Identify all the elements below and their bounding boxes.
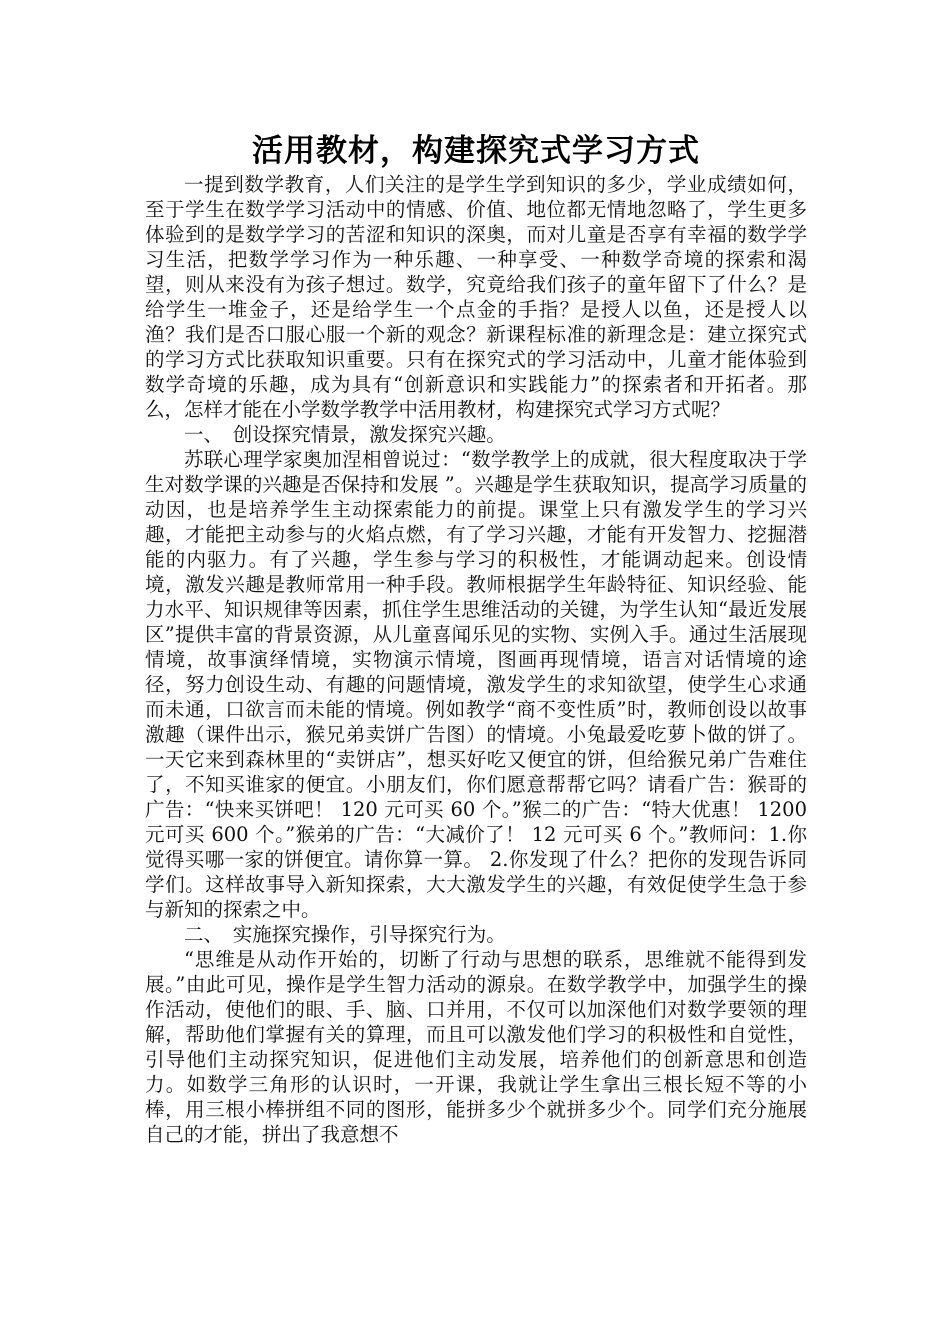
document-title: 活用教材，构建探究式学习方式 [252,133,700,169]
section-2-paragraph: “思维是从动作开始的，切断了行动与思想的联系，思维就不能得到发展。”由此可见，操作是学生智力活动的源泉。在数学教学中，加强学生的操作活动，使他们的眼、手、脑、口并用，不仅可以加深他们对数学要领的理解，帮助他们掌握有关的算理，而且可以激发他们学习的积极性和自觉性，引导他们主动探究知识，促进他们主动发展，培养他们的创新意思和创造力。如数学三角形的认识时，一开课，我就让学生拿出三根长短不等的小棒，用三根小棒拼组不同的图形，能拼多少个就拼多少个。同学们充分施展自己的才能，拼出了我意想不 [145,948,807,1146]
section-1-heading: 一、 创设探究情景，激发探究兴趣。 [184,423,506,446]
section-1-paragraph: 苏联心理学家奥加涅相曾说过：“数学教学上的成就，很大程度取决于学生对数学课的兴趣是否保持和发展 ”。兴趣是学生获取知识，提高学习质量的动因，也是培养学生主动探索能力的前提。课堂上只有激发学生的学习兴趣，才能把主动参与的火焰点燃，有了学习兴趣，才能有开发智力、挖掘潜能的内驱力。有了兴趣，学生参与学习的积极性，才能调动起来。创设情境，激发兴趣是教师常用一种手段。教师根据学生年龄特征、知识经验、能力水平、知识规律等因素，抓住学生思维活动的关键，为学生认知“最近发展区”提供丰富的背景资源，从儿童喜闻乐见的实物、实例入手。通过生活展现情境，故事演绎情境，实物演示情境，图画再现情境，语言对话情境的途径，努力创设生动、有趣的问题情境，激发学生的求知欲望，使学生心求通而未通，口欲言而未能的情境。例如教学“商不变性质”时，教师创设以故事激趣（课件出示，猴兄弟卖饼广告图）的情境。小兔最爱吃萝卜做的饼了。一天它来到森林里的“卖饼店”，想买好吃又便宜的饼，但给猴兄弟广告难住了，不知买谁家的便宜。小朋友们，你们愿意帮帮它吗？请看广告：猴哥的广告：“快来买饼吧！ 120 元可买 60 个。”猴二的广告：“特大优惠！ 1200 元可买 600 个。”猴弟的广告：“大减价了！ 12 元可买 6 个。”教师问：1.你觉得买哪一家的饼便宜。请你算一算。 2.你发现了什么？把你的发现告诉同学们。这样故事导入新知探索，大大激发学生的兴趣，有效促使学生急于参与新知的探索之中。 [145,448,807,921]
document-page [145,130,807,1147]
intro-paragraph: 一提到数学教育，人们关注的是学生学到知识的多少，学业成绩如何，至于学生在数学学习活动中的情感、价值、地位都无情地忽略了，学生更多体验到的是数学学习的苦涩和知识的深奥，而对儿童是否享有幸福的数学学习生活，把数学学习作为一种乐趣、一种享受、一种数学奇境的探索和渴望，则从来没有为孩子想过。数学，究竟给我们孩子的童年留下了什么？是给学生一堆金子，还是给学生一个点金的手指？是授人以鱼，还是授人以渔？我们是否口服心服一个新的观念？新课程标准的新理念是：建立探究式的学习方式比获取知识重要。只有在探究式的学习活动中，儿童才能体验到数学奇境的乐趣，成为具有“创新意识和实践能力”的探索者和开拓者。那么，怎样才能在小学数学教学中活用教材，构建探究式学习方式呢？ [145,173,807,421]
section-2-heading: 二、 实施探究操作，引导探究行为。 [184,923,506,946]
